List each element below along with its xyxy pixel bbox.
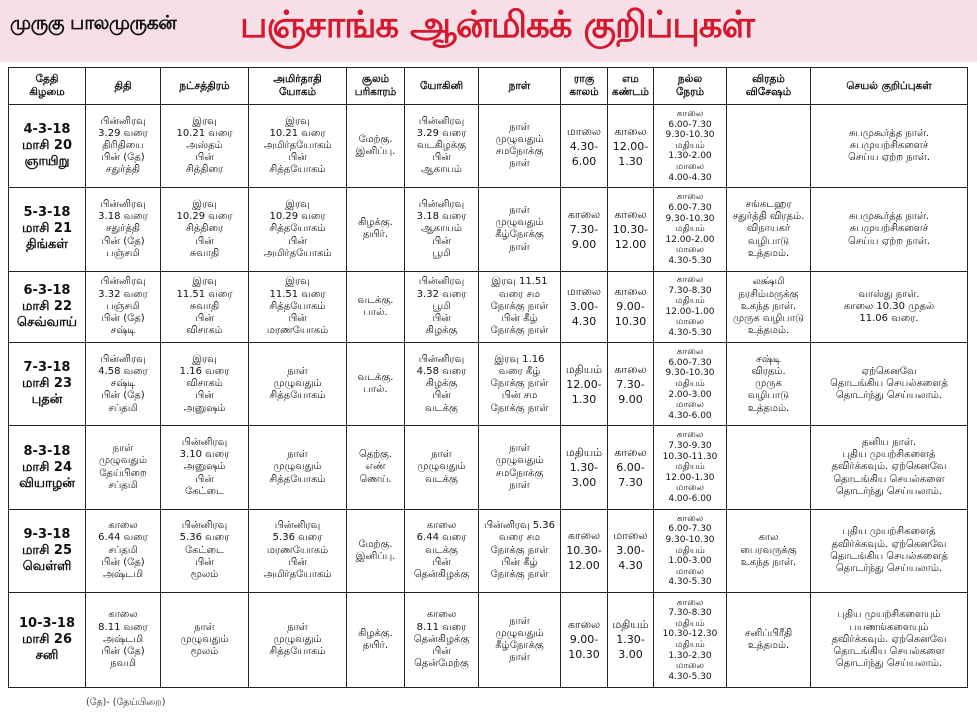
cell-nakshatra: இரவு 11.51 வரை சுவாதி பின் விசாகம் [161,271,249,343]
author-byline: முருகு பாலமுருகன் [10,12,177,34]
cell-naal: நாள் முழுவதும் கீழ்நோக்கு நாள் [479,188,561,271]
col-header-nalla-neram: நல்ல நேரம் [654,68,727,105]
cell-thithi: பின்னிரவு 3.32 வரை பஞ்சமி பின் (தே) சஷ்டி [86,271,161,343]
cell-date-day: 5-3-18 மாசி 21 திங்கள் [9,188,86,271]
cell-nakshatra: பின்னிரவு 3.10 வரை அனுஷம் பின் கேட்டை [161,426,249,509]
cell-seyal-kurippugal: வாஸ்து நாள். காலை 10.30 முதல் 11.06 வரை. [811,271,968,343]
cell-viratham-visesham [727,426,811,509]
cell-amirthadhi-yogam: பின்னிரவு 5.36 வரை மரணயோகம் பின் அமிர்தயோகம் [249,509,347,592]
cell-rahu-kalam: மதியம் 12.00- 1.30 [561,343,608,426]
col-header-seyal-kurippugal: செயல் குறிப்புகள் [811,68,968,105]
cell-yogini: பின்னிரவு 4.58 வரை கிழக்கு பின் வடக்கு [405,343,479,426]
cell-yogini: காலை 8.11 வரை தென்கிழக்கு பின் தென்மேற்கு [405,592,479,687]
panchangam-table [8,67,968,688]
col-header-date-day: தேதி கிழமை [9,68,86,105]
cell-thithi: பின்னிரவு 3.29 வரை திரிதியை பின் (தே) சதுர்த்தி [86,105,161,188]
cell-nalla-neram: காலை 6.00-7.30 9.30-10.30 மதியம் 2.00-3.00 மாலை 4.30-6.00 [654,343,727,426]
cell-yogini: நாள் முழுவதும் வடக்கு [405,426,479,509]
cell-seyal-kurippugal: புதிய முயற்சிகளையும் பயணங்களையும் தவிர்க்கவும். ஏற்கெனவே தொடங்கிய செயல்களை தொடர்ந்து செய்யலாம். [811,592,968,687]
cell-viratham-visesham [727,105,811,188]
cell-nakshatra: இரவு 10.29 வரை சித்திரை பின் சுவாதி [161,188,249,271]
col-header-ema-kandam: எம கண்டம் [608,68,654,105]
cell-naal: இரவு 1.16 வரை கீழ் நோக்கு நாள் பின் சம நோக்கு நாள் [479,343,561,426]
cell-yogini: பின்னிரவு 3.18 வரை ஆகாயம் பின் பூமி [405,188,479,271]
table-row [9,271,968,343]
cell-nalla-neram: காலை 7.30-8.30 மதியம் 10.30-12.30 மதியம் 1.30-2.30 மாலை 4.30-5.30 [654,592,727,687]
table-row [9,426,968,509]
cell-date-day: 7-3-18 மாசி 23 புதன் [9,343,86,426]
cell-soolam-pariharam: வடக்கு. பால். [347,343,405,426]
cell-rahu-kalam: மாலை 4.30- 6.00 [561,105,608,188]
col-header-soolam-pariharam: சூலம் பரிகாரம் [347,68,405,105]
col-header-nakshatra: நட்சத்திரம் [161,68,249,105]
cell-rahu-kalam: காலை 10.30- 12.00 [561,509,608,592]
cell-rahu-kalam: மாலை 3.00- 4.30 [561,271,608,343]
cell-seyal-kurippugal: ஏற்கெனவே தொடங்கிய செயல்களைத் தொடர்ந்து செய்யலாம். [811,343,968,426]
col-header-rahu-kalam: ராகு காலம் [561,68,608,105]
cell-naal: பின்னிரவு 5.36 வரை சம நோக்கு நாள் பின் கீழ் நோக்கு நாள் [479,509,561,592]
cell-ema-kandam: காலை 10.30- 12.00 [608,188,654,271]
cell-amirthadhi-yogam: இரவு 10.29 வரை சித்தயோகம் பின் அமிர்தயோகம் [249,188,347,271]
table-body [9,105,968,688]
cell-rahu-kalam: காலை 7.30- 9.00 [561,188,608,271]
cell-yogini: பின்னிரவு 3.32 வரை பூமி பின் கிழக்கு [405,271,479,343]
cell-nakshatra: பின்னிரவு 5.36 வரை கேட்டை பின் மூலம் [161,509,249,592]
table-row [9,105,968,188]
table-row [9,509,968,592]
cell-viratham-visesham: லக்ஷ்மி நரசிம்மருக்கு உகந்த நாள். முருக வழிபாடு உத்தமம். [727,271,811,343]
table-row [9,343,968,426]
cell-nakshatra: இரவு 10.21 வரை அஸ்தம் பின் சித்திரை [161,105,249,188]
cell-soolam-pariharam: வடக்கு. பால். [347,271,405,343]
cell-seyal-kurippugal: தனிய நாள். புதிய முயற்சிகளைத் தவிர்க்கவும். ஏற்கெனவே தொடங்கிய செயல்களை தொடர்ந்து செய்யலாம். [811,426,968,509]
cell-rahu-kalam: காலை 9.00- 10.30 [561,592,608,687]
col-header-thithi: திதி [86,68,161,105]
cell-ema-kandam: காலை 12.00- 1.30 [608,105,654,188]
cell-amirthadhi-yogam: நாள் முழுவதும் சித்தயோகம் [249,426,347,509]
cell-viratham-visesham: சஷ்டி விரதம். முருக வழிபாடு உத்தமம். [727,343,811,426]
cell-amirthadhi-yogam: நாள் முழுவதும் சித்தயோகம் [249,592,347,687]
cell-nalla-neram: காலை 6.00-7.30 9.30-10.30 மதியம் 1.00-3.00 மாலை 4.30-5.30 [654,509,727,592]
cell-thithi: பின்னிரவு 3.18 வரை சதுர்த்தி பின் (தே) பஞ்சமி [86,188,161,271]
cell-date-day: 6-3-18 மாசி 22 செவ்வாய் [9,271,86,343]
cell-yogini: பின்னிரவு 3.29 வரை வடகிழக்கு பின் ஆகாயம் [405,105,479,188]
col-header-amirthadhi-yogam: அமிர்தாதி யோகம் [249,68,347,105]
cell-ema-kandam: காலை 6.00- 7.30 [608,426,654,509]
cell-nalla-neram: காலை 6.00-7.30 9.30-10.30 மதியம் 1.30-2.00 மாலை 4.00-4.30 [654,105,727,188]
cell-amirthadhi-yogam: நாள் முழுவதும் சித்தயோகம் [249,343,347,426]
cell-ema-kandam: மதியம் 1.30- 3.00 [608,592,654,687]
cell-amirthadhi-yogam: இரவு 10.21 வரை அமிர்தயோகம் பின் சித்தயோகம் [249,105,347,188]
cell-seyal-kurippugal: புதிய முயற்சிகளைத் தவிர்க்கவும். ஏற்கெனவே தொடங்கிய செயல்களைத் தொடர்ந்து செய்யலாம். [811,509,968,592]
cell-soolam-pariharam: கிழக்கு. தயிர். [347,592,405,687]
cell-soolam-pariharam: மேற்கு. இனிப்பு. [347,105,405,188]
cell-nakshatra: நாள் முழுவதும் மூலம் [161,592,249,687]
cell-nalla-neram: காலை 6.00-7.30 9.30-10.30 மதியம் 12.00-2.00 மாலை 4.30-5.30 [654,188,727,271]
cell-thithi: பின்னிரவு 4.58 வரை சஷ்டி பின் (தே) சப்தமி [86,343,161,426]
cell-yogini: காலை 6.44 வரை வடக்கு பின் தென்கிழக்கு [405,509,479,592]
cell-date-day: 8-3-18 மாசி 24 வியாழன் [9,426,86,509]
cell-seyal-kurippugal: சுபமுகூர்த்த நாள். சுபமுயற்சிகளைச் செய்ய ஏற்ற நாள். [811,105,968,188]
cell-naal: நாள் முழுவதும் சமநோக்கு நாள் [479,426,561,509]
cell-date-day: 10-3-18 மாசி 26 சனி [9,592,86,687]
cell-soolam-pariharam: மேற்கு. இனிப்பு. [347,509,405,592]
cell-ema-kandam: காலை 7.30- 9.00 [608,343,654,426]
cell-seyal-kurippugal: சுபமுகூர்த்த நாள். சுபமுயற்சிகளைச் செய்ய ஏற்ற நாள். [811,188,968,271]
cell-thithi: காலை 8.11 வரை அஷ்டமி பின் (தே) நவமி [86,592,161,687]
cell-amirthadhi-yogam: இரவு 11.51 வரை சித்தயோகம் பின் மரணயோகம் [249,271,347,343]
cell-viratham-visesham: சனிப்பிரீதி உத்தமம். [727,592,811,687]
cell-soolam-pariharam: கிழக்கு. தயிர். [347,188,405,271]
cell-nalla-neram: காலை 7.30-8.30 மதியம் 12.00-1.00 மாலை 4.30-5.30 [654,271,727,343]
cell-date-day: 9-3-18 மாசி 25 வெள்ளி [9,509,86,592]
cell-ema-kandam: மாலை 3.00- 4.30 [608,509,654,592]
header-banner [0,0,977,62]
cell-naal: இரவு 11.51 வரை சம நோக்கு நாள் பின் கீழ் நோக்கு நாள் [479,271,561,343]
cell-date-day: 4-3-18 மாசி 20 ஞாயிறு [9,105,86,188]
cell-nakshatra: இரவு 1.16 வரை விசாகம் பின் அனுஷம் [161,343,249,426]
page-title: பஞ்சாங்க ஆன்மிகக் குறிப்புகள் [240,3,754,46]
footnote: (தே)- (தேய்பிறை) [86,697,166,708]
cell-naal: நாள் முழுவதும் கீழ்நோக்கு நாள் [479,592,561,687]
cell-viratham-visesham: சங்கடஹர சதுர்த்தி விரதம். விநாயகர் வழிபாடு உத்தமம். [727,188,811,271]
cell-thithi: நாள் முழுவதும் தேய்பிறை சப்தமி [86,426,161,509]
cell-thithi: காலை 6.44 வரை சப்தமி பின் (தே) அஷ்டமி [86,509,161,592]
col-header-naal: நாள் [479,68,561,105]
cell-rahu-kalam: மதியம் 1.30- 3.00 [561,426,608,509]
col-header-viratham-visesham: விரதம் விசேஷம் [727,68,811,105]
cell-ema-kandam: காலை 9.00- 10.30 [608,271,654,343]
cell-naal: நாள் முழுவதும் சமநோக்கு நாள் [479,105,561,188]
header-row [9,68,968,105]
col-header-yogini: யோகினி [405,68,479,105]
cell-nalla-neram: காலை 7.30-9.30 10.30-11.30 மதியம் 12.00-1.30 மாலை 4.00-6.00 [654,426,727,509]
table-row [9,592,968,687]
cell-soolam-pariharam: தெற்கு. எண் ணெய். [347,426,405,509]
table-row [9,188,968,271]
cell-viratham-visesham: கால பைரவருக்கு உகந்த நாள். [727,509,811,592]
